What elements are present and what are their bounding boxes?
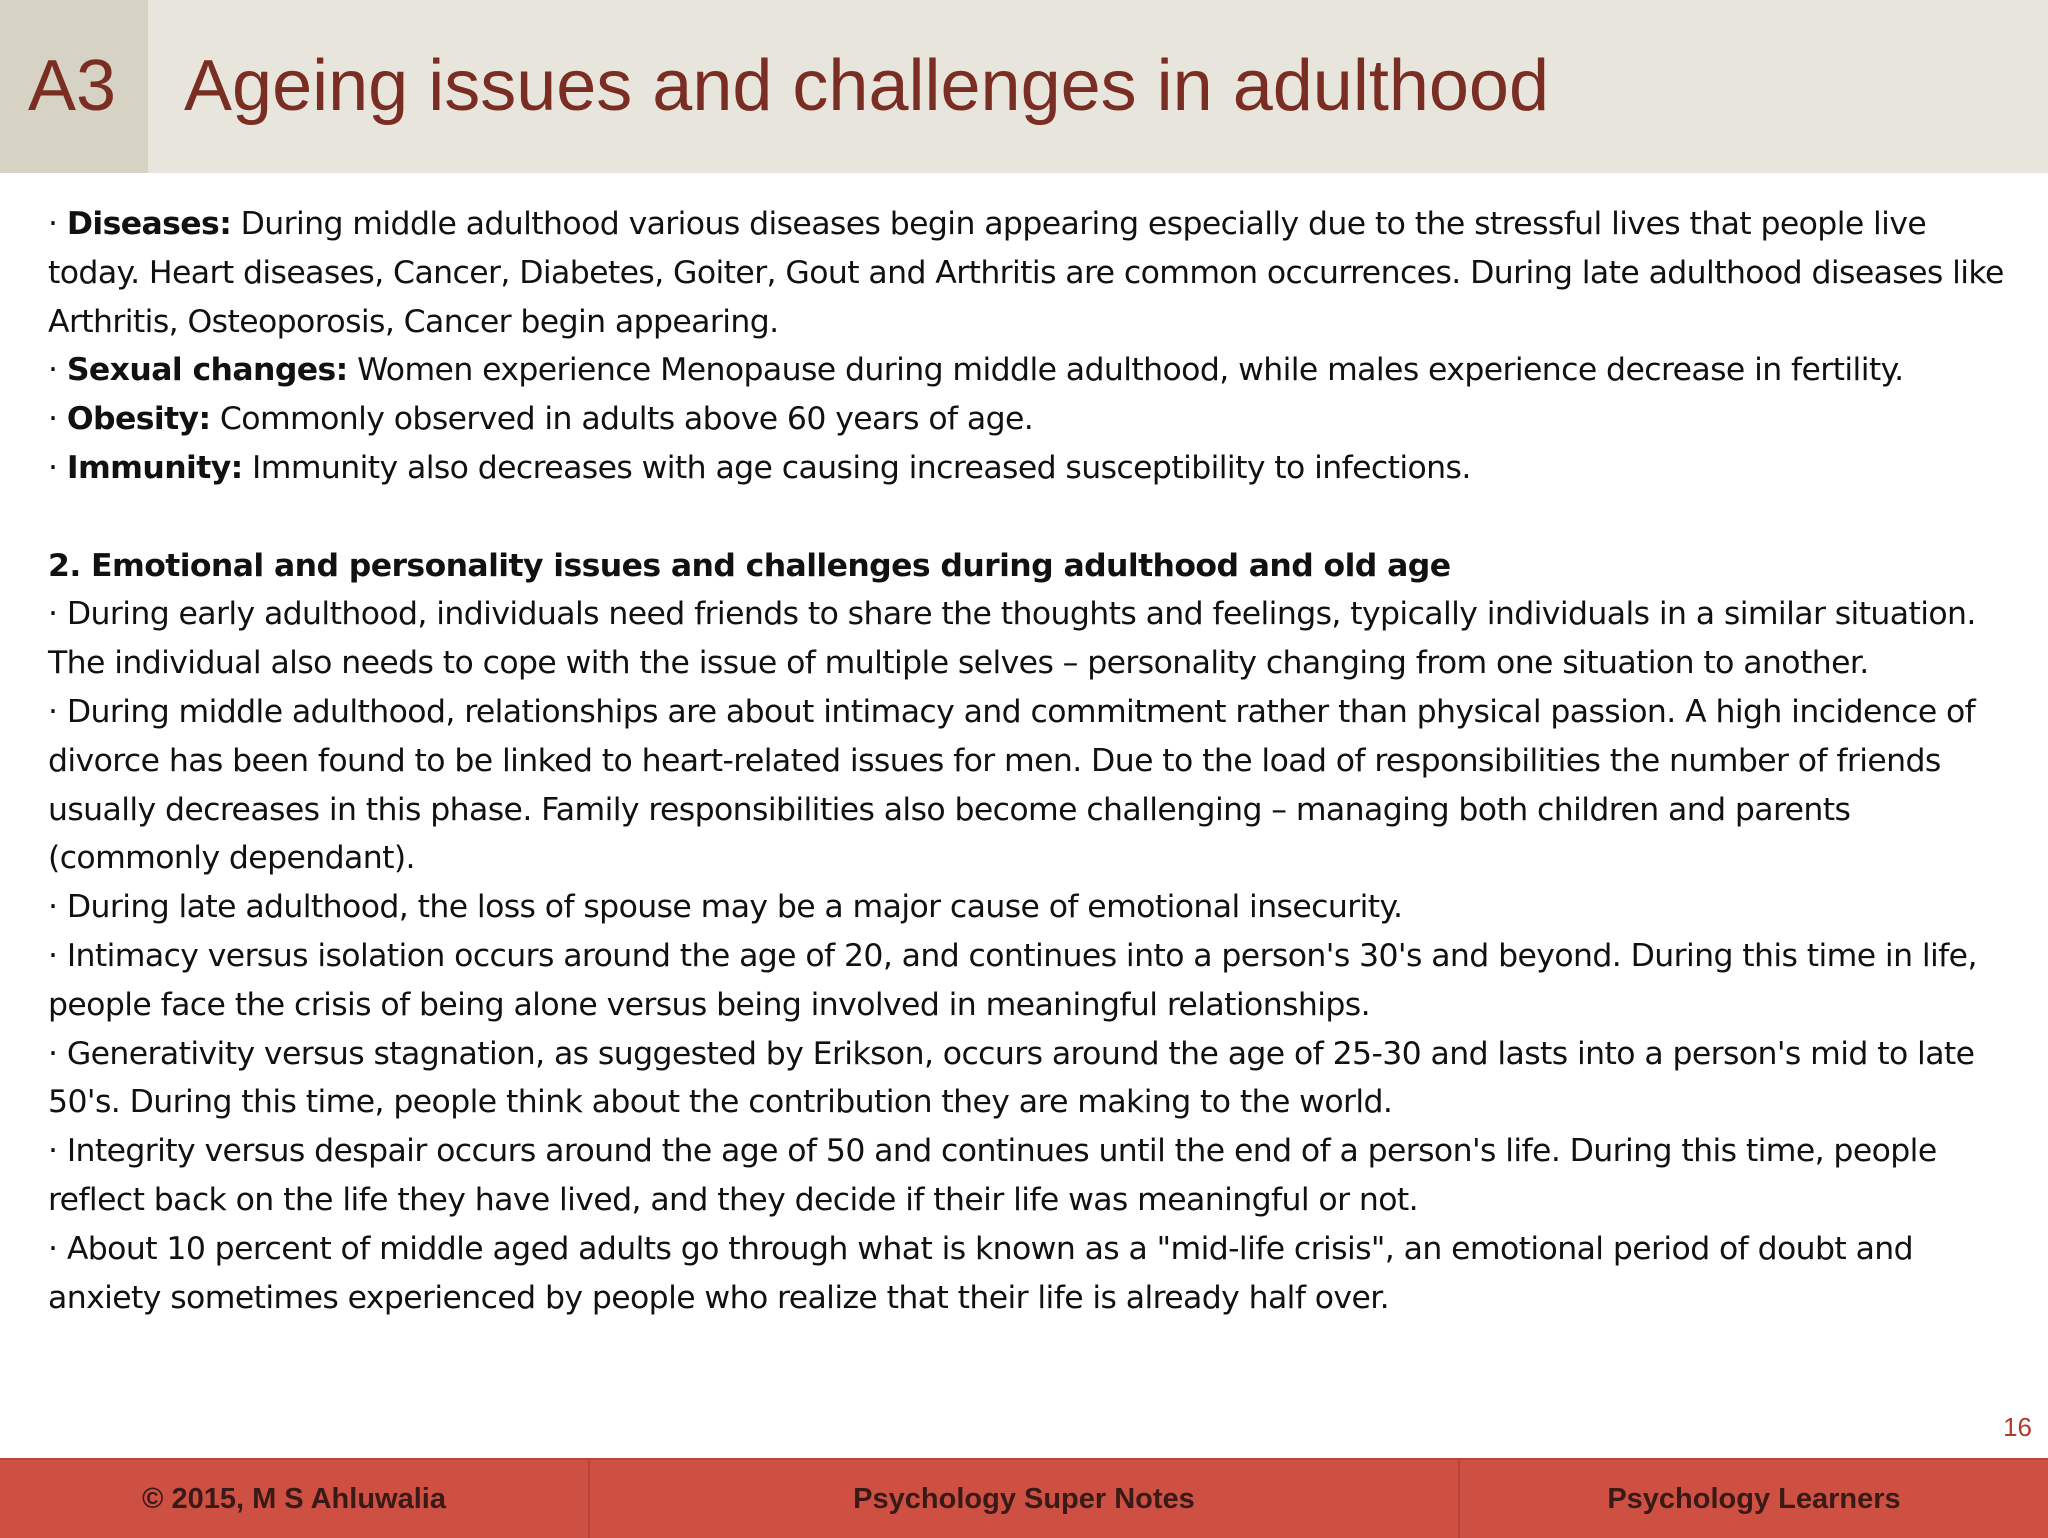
- bullet-marker: ·: [48, 1035, 67, 1072]
- text-sexual-changes: Women experience Menopause during middle adulthood, while males experience decrease in fertility.: [347, 352, 1904, 389]
- bullet-marker: ·: [48, 401, 67, 438]
- bullet-marker: ·: [48, 449, 67, 486]
- section-code: A3: [28, 46, 117, 126]
- slide-title: Ageing issues and challenges in adulthood: [184, 46, 1550, 126]
- bullet-text: About 10 percent of middle aged adults go through what is known as a "mid-life crisis", an emotional period of doubt and anxiety sometimes experienced by people who realize that their life is already half over.: [48, 1230, 1914, 1316]
- bullet-marker: ·: [48, 937, 67, 974]
- slide-header: [0, 0, 2048, 173]
- term-diseases: Diseases:: [66, 206, 232, 242]
- bullet-text: Integrity versus despair occurs around the age of 50 and continues until the end of a person's life. During this time, people reflect back on the life they have lived, and they decide if their life was meaningful or not.: [48, 1133, 1937, 1218]
- term-obesity: Obesity:: [66, 401, 211, 438]
- bullet-text: During early adulthood, individuals need friends to share the thoughts and feelings, typically individuals in a similar situation. The individual also needs to cope with the issue of multiple selves – personality changing from one situation to another.: [48, 596, 1976, 682]
- section-heading: 2. Emotional and personality issues and challenges during adulthood and old age: [48, 547, 1451, 584]
- bullet-sexual-changes: [48, 346, 2008, 395]
- term-sexual-changes: Sexual changes:: [66, 352, 348, 389]
- bullet-late-adulthood: [48, 883, 2008, 932]
- bullet-obesity: [48, 395, 2008, 444]
- page-number: 16: [2003, 1412, 2032, 1442]
- bullet-early-adulthood: [48, 590, 2008, 688]
- section-spacer: [48, 493, 2008, 542]
- bullet-marker: ·: [48, 206, 67, 242]
- bullet-generativity: [48, 1030, 2008, 1128]
- bullet-mid-life-crisis: [48, 1225, 2008, 1323]
- bullet-intimacy: [48, 932, 2008, 1030]
- bullet-immunity: [48, 444, 2008, 493]
- bullet-marker: ·: [48, 889, 67, 926]
- bullet-diseases: [48, 200, 2008, 346]
- section-code-box: [0, 0, 148, 173]
- bullet-marker: ·: [48, 352, 67, 389]
- bullet-marker: ·: [48, 596, 67, 633]
- bullet-marker: ·: [48, 693, 67, 730]
- bullet-marker: ·: [48, 1230, 67, 1267]
- slide-body: [48, 200, 2008, 1322]
- bullet-middle-adulthood: [48, 688, 2008, 883]
- text-immunity: Immunity also decreases with age causing increased susceptibility to infections.: [242, 449, 1471, 486]
- term-immunity: Immunity:: [66, 449, 243, 486]
- text-diseases: During middle adulthood various diseases begin appearing especially due to the stressful lives that people live today. Heart diseases, Cancer, Diabetes, Goiter, Gout and Arthritis are common occurrences. During late adulthood diseases like Arthritis, Osteoporosis, Cancer begin appearing.: [48, 206, 2004, 340]
- text-obesity: Commonly observed in adults above 60 years of age.: [210, 401, 1034, 438]
- footer-center-title: Psychology Super Notes: [853, 1482, 1195, 1515]
- bullet-text: During middle adulthood, relationships are about intimacy and commitment rather than physical passion. A high incidence of divorce has been found to be linked to heart-related issues for men. Due to the load of responsibilities the number of friends usually decreases in this phase. Family responsibilities also become challenging – managing both children and parents (commonly dependant).: [48, 693, 1976, 877]
- slide-footer: [0, 1458, 2048, 1538]
- bullet-text: Generativity versus stagnation, as suggested by Erikson, occurs around the age of 25-30 and lasts into a person's mid to late 50's. During this time, people think about the contribution they are making to the world.: [48, 1035, 1975, 1121]
- bullet-text: Intimacy versus isolation occurs around the age of 20, and continues into a person's 30's and beyond. During this time in life, people face the crisis of being alone versus being involved in meaningful relationships.: [48, 937, 1977, 1023]
- bullet-text: During late adulthood, the loss of spouse may be a major cause of emotional insecurity.: [66, 889, 1403, 926]
- bullet-marker: ·: [48, 1133, 67, 1170]
- bullet-integrity: [48, 1127, 2008, 1225]
- footer-right-title: Psychology Learners: [1607, 1482, 1901, 1515]
- footer-copyright: © 2015, M S Ahluwalia: [142, 1482, 446, 1515]
